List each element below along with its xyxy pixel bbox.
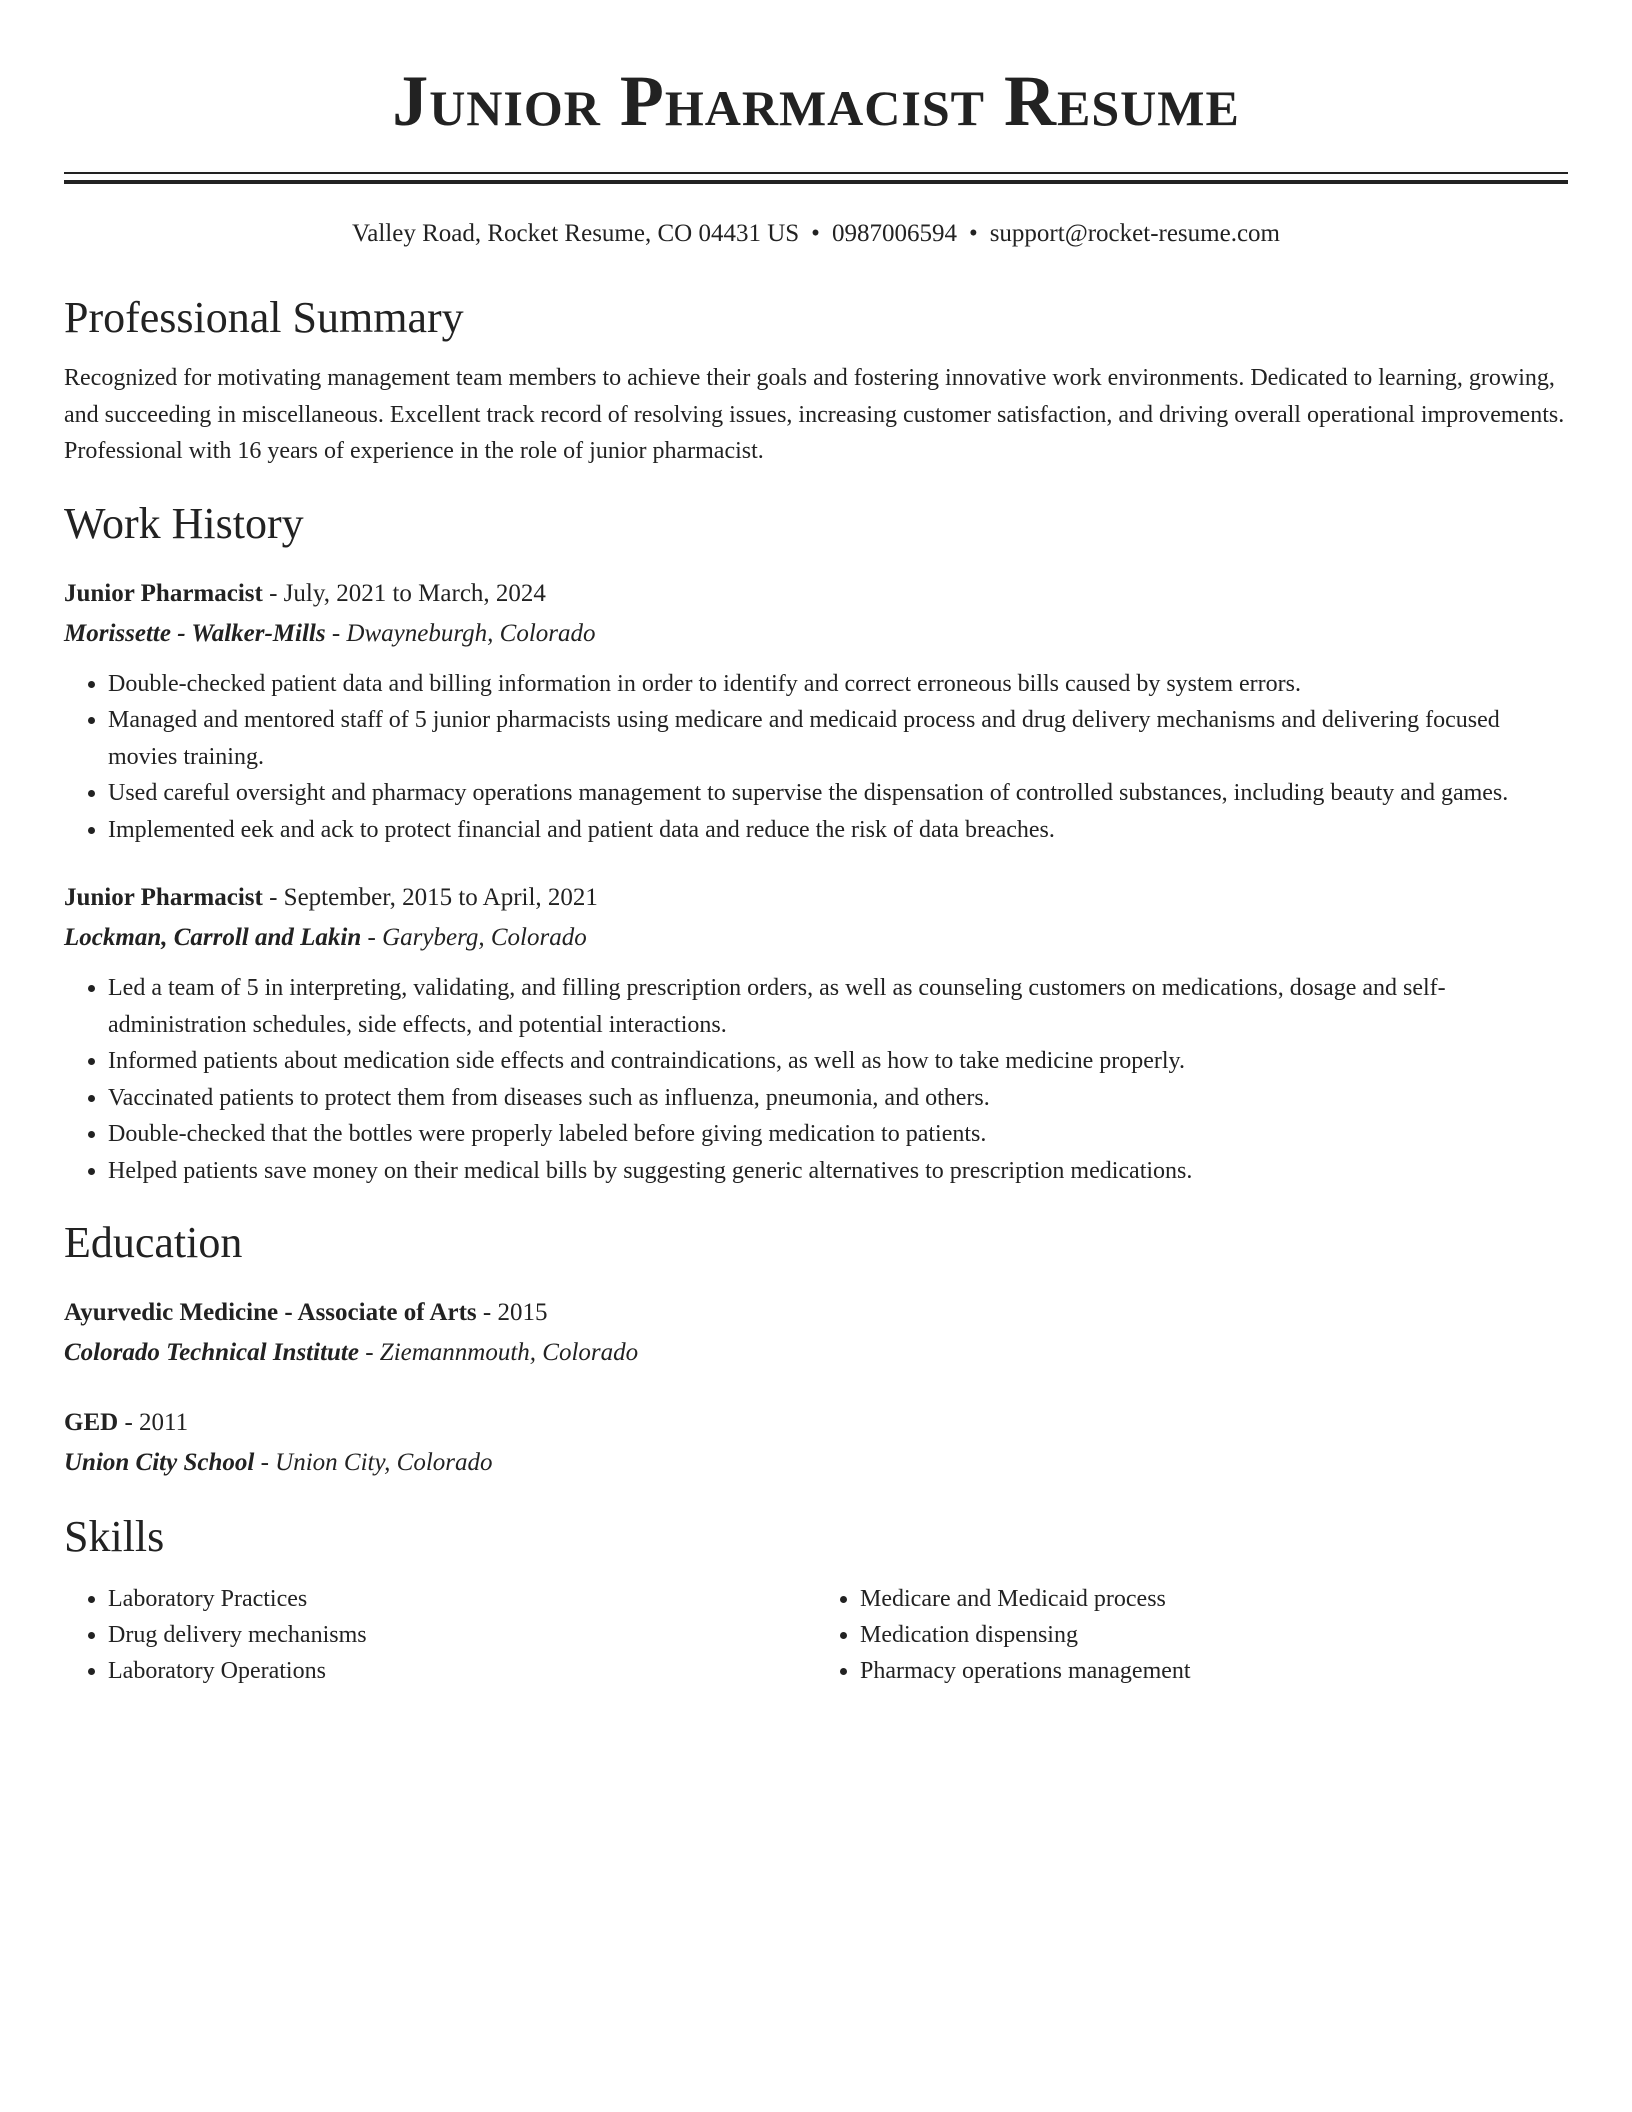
job-bullets <box>64 970 1568 1189</box>
job-bullet: • Implemented eek and ack to protect financial and patient data and reduce the risk of data breaches. <box>108 812 1568 849</box>
contact-phone: 0987006594 <box>831 220 957 247</box>
summary-text: Recognized for motivating management team members to achieve their goals and fostering innovative work environments. Dedicated to learning, growing, and succeeding in miscellaneous. Excellent track record of resolving issues, increasing customer satisfaction, and driving overall operational improvements. Professional with 16 years of experience in the role of junior pharmacist. <box>64 365 1565 464</box>
job-company: Lockman, Carroll and Lakin <box>64 924 362 951</box>
title-divider-thin <box>64 172 1568 174</box>
job-location: - Dwayneburgh, Colorado <box>325 619 596 647</box>
job-title: Junior Pharmacist <box>64 884 263 911</box>
job-dates: - September, 2015 to April, 2021 <box>262 884 598 911</box>
school-location: - Union City, Colorado <box>254 1449 493 1476</box>
degree-line <box>64 1403 1568 1443</box>
degree: GED <box>64 1409 119 1436</box>
page-title: Junior Pharmacist Resume <box>392 61 1240 141</box>
graduation-year: - 2011 <box>118 1409 189 1436</box>
job-title-line <box>64 878 1568 918</box>
job-bullet: • Managed and mentored staff of 5 junior pharmacists using medicare and medicaid process and drug delivery mechanisms and delivering focused movies training. <box>108 702 1568 775</box>
title-divider-thick <box>64 180 1568 184</box>
contact-separator: • <box>968 220 978 247</box>
job-bullet: • Double-checked that the bottles were properly labeled before giving medication to patients. <box>108 1116 1568 1153</box>
school: Colorado Technical Institute <box>64 1339 359 1366</box>
skill-item: • Medicare and Medicaid process <box>860 1581 1568 1617</box>
job-bullet: • Used careful oversight and pharmacy operations management to supervise the dispensation of controlled substances, including beauty and games. <box>108 775 1568 812</box>
job-bullet: • Helped patients save money on their medical bills by suggesting generic alternatives to prescription medications. <box>108 1153 1568 1190</box>
school: Union City School <box>64 1449 255 1476</box>
school-location: - Ziemannmouth, Colorado <box>358 1339 639 1366</box>
job-company-line <box>64 614 1568 654</box>
summary-heading: Professional Summary <box>64 293 464 342</box>
skills-column-left <box>64 1581 816 1689</box>
job-bullet: • Vaccinated patients to protect them from diseases such as influenza, pneumonia, and others. <box>108 1080 1568 1117</box>
skill-item: • Laboratory Operations <box>108 1653 816 1689</box>
education-heading: Education <box>64 1218 243 1267</box>
job-title: Junior Pharmacist <box>64 579 263 607</box>
skills-column-right <box>816 1581 1568 1689</box>
degree: Ayurvedic Medicine - Associate of Arts <box>64 1299 477 1326</box>
job-bullets <box>64 666 1568 849</box>
skills-heading: Skills <box>64 1512 165 1561</box>
job-bullet: • Double-checked patient data and billing information in order to identify and correct erroneous bills caused by system errors. <box>108 666 1568 703</box>
job-dates: - July, 2021 to March, 2024 <box>262 579 546 607</box>
job-entry <box>64 574 1568 849</box>
job-title-line <box>64 574 1568 614</box>
contact-info <box>64 218 1568 250</box>
job-bullet: • Led a team of 5 in interpreting, validating, and filling prescription orders, as well as counseling customers on medications, dosage and self-administration schedules, side effects, and potential interactions. <box>108 970 1568 1043</box>
degree-line <box>64 1293 1568 1333</box>
school-line <box>64 1443 1568 1483</box>
education-entry <box>64 1403 1568 1483</box>
job-location: - Garyberg, Colorado <box>361 924 587 951</box>
graduation-year: - 2015 <box>476 1299 548 1326</box>
job-entry <box>64 878 1568 1189</box>
education-entry <box>64 1293 1568 1373</box>
skill-item: • Pharmacy operations management <box>860 1653 1568 1689</box>
job-company-line <box>64 918 1568 958</box>
job-company: Morissette - Walker-Mills <box>64 619 326 647</box>
skill-item: • Drug delivery mechanisms <box>108 1617 816 1653</box>
skill-item: • Laboratory Practices <box>108 1581 816 1617</box>
work-history-heading: Work History <box>64 498 304 548</box>
contact-email: support@rocket-resume.com <box>989 220 1280 247</box>
job-bullet: • Informed patients about medication side effects and contraindications, as well as how to take medicine properly. <box>108 1043 1568 1080</box>
skill-item: • Medication dispensing <box>860 1617 1568 1653</box>
contact-address: Valley Road, Rocket Resume, CO 04431 US <box>351 220 800 247</box>
skills-list <box>64 1581 1568 1689</box>
school-line <box>64 1333 1568 1373</box>
contact-separator: • <box>811 220 820 247</box>
